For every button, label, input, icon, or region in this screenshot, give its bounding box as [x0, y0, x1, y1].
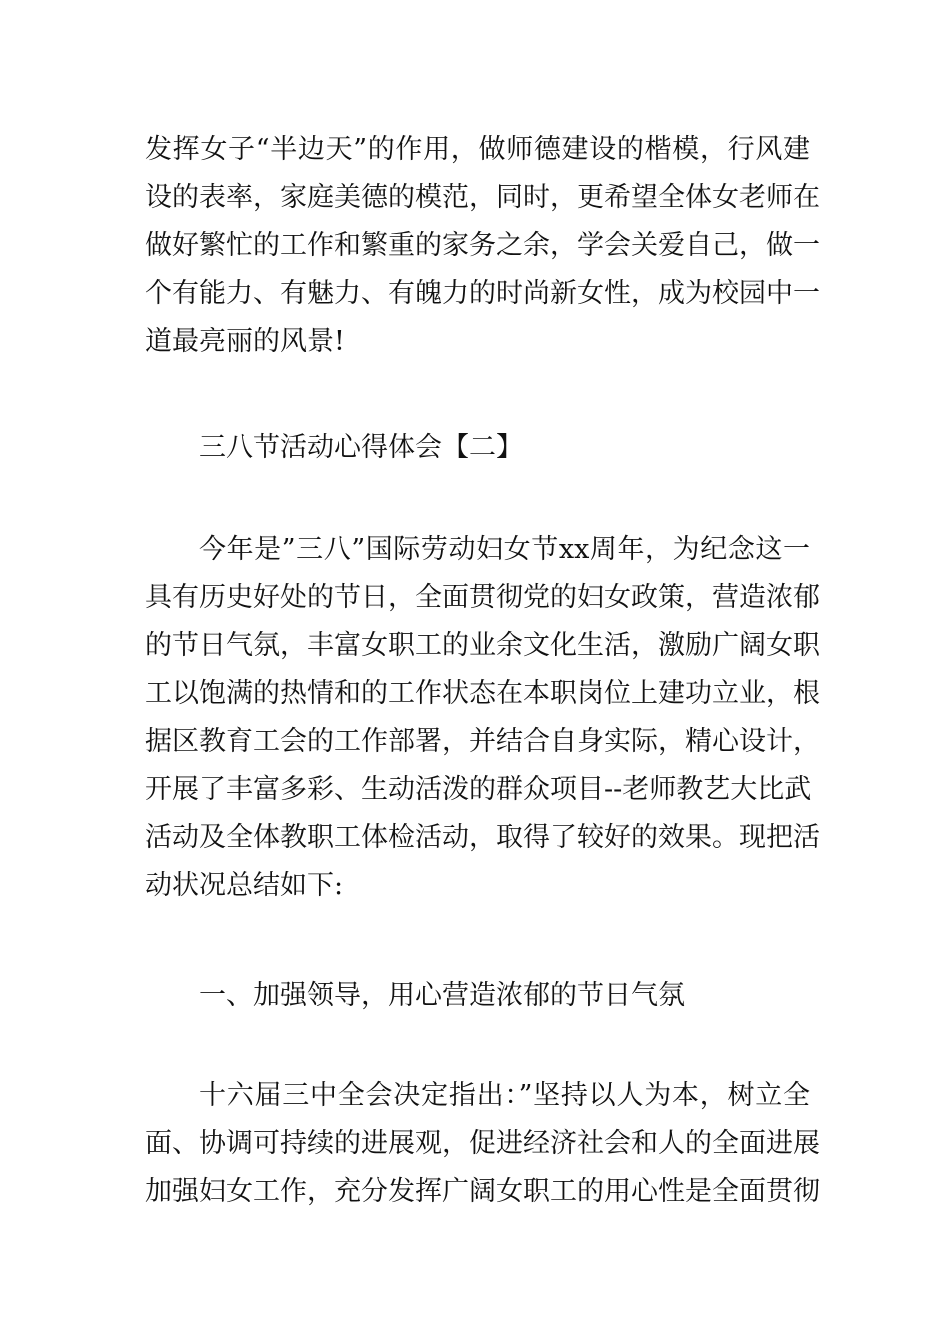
paragraph-line: 设的表率，家庭美德的模范，同时，更希望全体女老师在 — [145, 182, 820, 213]
paragraph-line: 道最亮丽的风景! — [145, 326, 345, 357]
paragraph-line: 开展了丰富多彩、生动活泼的群众项目--老师教艺大比武 — [145, 774, 812, 805]
paragraph-line: 活动及全体教职工体检活动，取得了较好的效果。现把活 — [145, 822, 820, 853]
paragraph-line: 个有能力、有魅力、有魄力的时尚新女性，成为校园中一 — [145, 278, 820, 309]
paragraph-line: 的节日气氛，丰富女职工的业余文化生活，激励广阔女职 — [145, 630, 820, 661]
paragraph-line: 今年是”三八”国际劳动妇女节xx周年，为纪念这一 — [199, 534, 810, 565]
paragraph-introduction — [145, 526, 820, 910]
paragraph-line: 面、协调可持续的进展观，促进经济社会和人的全面进展 — [145, 1128, 820, 1159]
section-heading: 一、加强领导，用心营造浓郁的节日气氛 — [199, 980, 685, 1011]
paragraph-line: 据区教育工会的工作部署，并结合自身实际，精心设计， — [145, 726, 820, 757]
paragraph-line: 十六届三中全会决定指出：”坚持以人为本，树立全 — [199, 1080, 810, 1111]
paragraph-line: 做好繁忙的工作和繁重的家务之余，学会关爱自己，做一 — [145, 230, 820, 261]
paragraph-decision-quote — [145, 1072, 820, 1216]
paragraph-line: 具有历史好处的节日，全面贯彻党的妇女政策，营造浓郁 — [145, 582, 820, 613]
paragraph-line: 动状况总结如下: — [145, 870, 344, 901]
paragraph-closing-wishes — [145, 126, 820, 366]
section-heading-one — [145, 972, 810, 1020]
section-heading: 三八节活动心得体会【二】 — [199, 432, 523, 463]
paragraph-line: 加强妇女工作，充分发挥广阔女职工的用心性是全面贯彻 — [145, 1176, 820, 1207]
paragraph-line: 工以饱满的热情和的工作状态在本职岗位上建功立业，根 — [145, 678, 820, 709]
paragraph-line: 发挥女子“半边天”的作用，做师德建设的楷模，行风建 — [145, 134, 810, 165]
section-heading-part-two — [145, 424, 810, 472]
